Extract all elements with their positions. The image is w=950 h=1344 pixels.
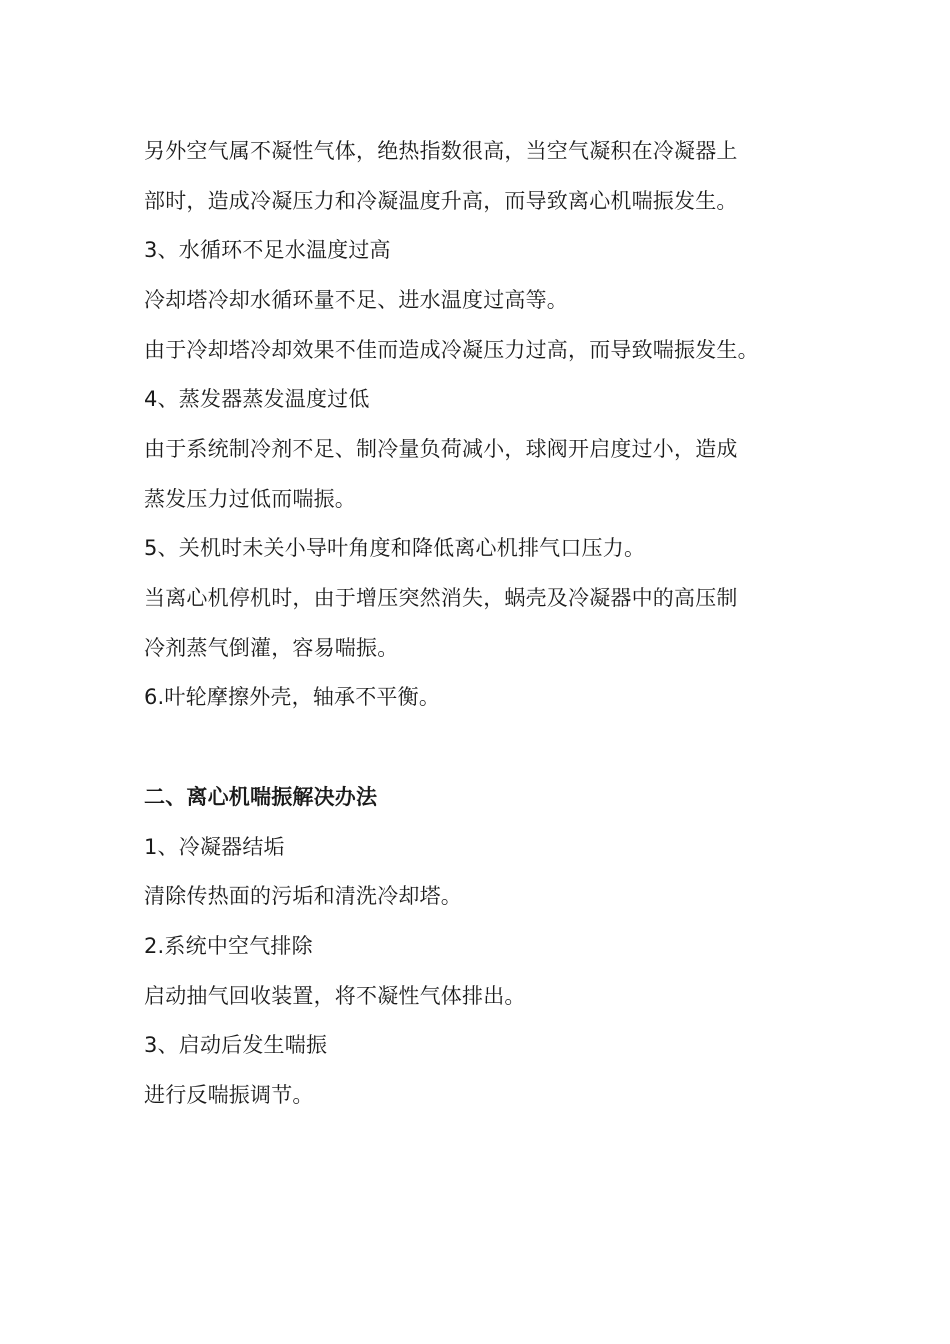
paragraph-line: 蒸发压力过低而喘振。 <box>144 487 356 511</box>
list-item-heading: 5、关机时未关小导叶角度和降低离心机排气口压力。 <box>144 536 646 560</box>
paragraph-line: 当离心机停机时，由于增压突然消失，蜗壳及冷凝器中的高压制 <box>144 586 738 610</box>
list-item-heading: 4、蒸发器蒸发温度过低 <box>144 387 370 411</box>
list-item-heading: 3、启动后发生喘振 <box>144 1033 328 1057</box>
paragraph-line: 启动抽气回收装置，将不凝性气体排出。 <box>144 984 526 1008</box>
list-item-heading: 6.叶轮摩擦外壳，轴承不平衡。 <box>144 685 441 709</box>
paragraph-line: 冷却塔冷却水循环量不足、进水温度过高等。 <box>144 288 568 312</box>
paragraph-line: 冷剂蒸气倒灌，容易喘振。 <box>144 636 399 660</box>
paragraph-line: 清除传热面的污垢和清洗冷却塔。 <box>144 884 462 908</box>
list-item-heading: 3、水循环不足水温度过高 <box>144 238 391 262</box>
section-heading: 二、离心机喘振解决办法 <box>144 785 378 809</box>
paragraph-line: 由于冷却塔冷却效果不佳而造成冷凝压力过高，而导致喘振发生。 <box>144 338 759 362</box>
list-item-heading: 1、冷凝器结垢 <box>144 835 285 859</box>
list-item-heading: 2.系统中空气排除 <box>144 934 313 958</box>
paragraph-line: 部时，造成冷凝压力和冷凝温度升高，而导致离心机喘振发生。 <box>144 189 738 213</box>
paragraph-line: 另外空气属不凝性气体，绝热指数很高，当空气凝积在冷凝器上 <box>144 139 738 163</box>
paragraph-line: 进行反喘振调节。 <box>144 1083 314 1107</box>
paragraph-line: 由于系统制冷剂不足、制冷量负荷减小，球阀开启度过小，造成 <box>144 437 738 461</box>
